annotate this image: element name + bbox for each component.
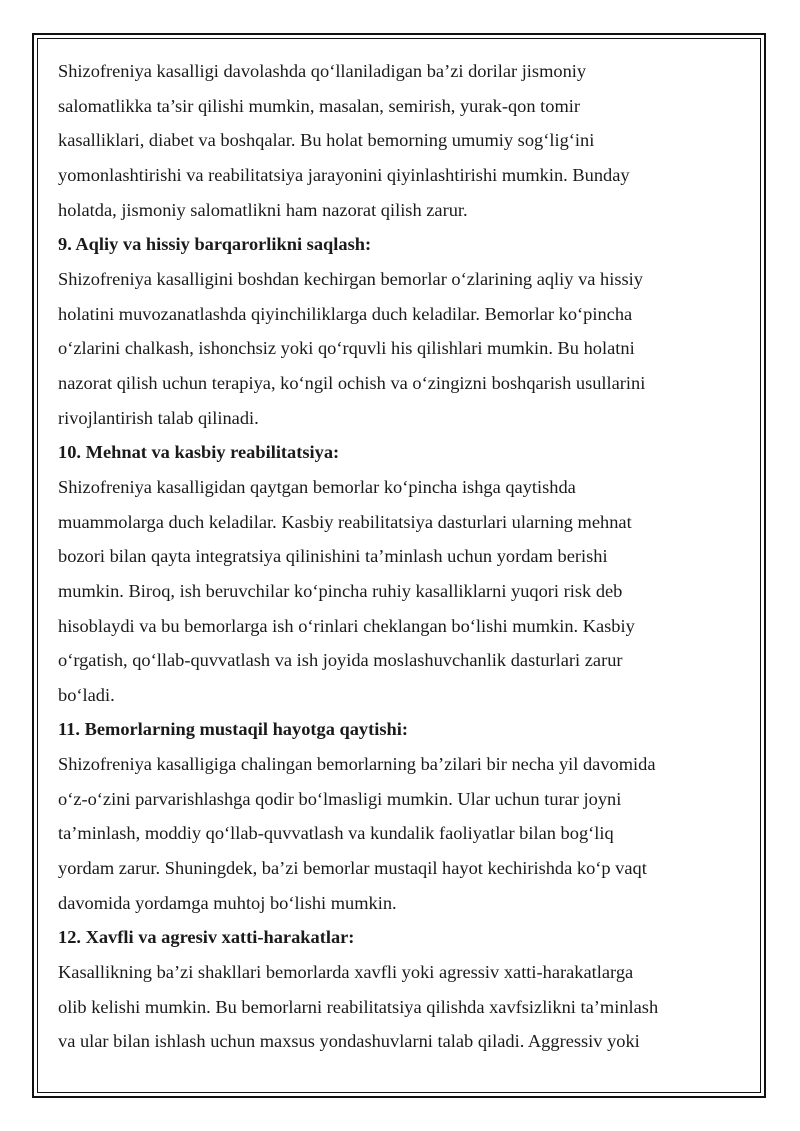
section-heading: 10. Mehnat va kasbiy reabilitatsiya: (58, 442, 340, 463)
paragraph-line: holatda, jismoniy salomatlikni ham nazorat qilish zarur. (58, 199, 468, 220)
paragraph-line: Shizofreniya kasalligiga chalingan bemorlarning ba’zilari bir necha yil davomida (58, 754, 656, 775)
paragraph-line: salomatlikka ta’sir qilishi mumkin, masalan, semirish, yurak-qon tomir (58, 95, 581, 116)
paragraph-line: Kasallikning ba’zi shakllari bemorlarda xavfli yoki agressiv xatti-harakatlarga (58, 962, 634, 983)
paragraph-line: olib kelishi mumkin. Bu bemorlarni reabilitatsiya qilishda xavfsizlikni ta’minlash (58, 996, 659, 1017)
paragraph-line: o‘rgatish, qo‘llab-quvvatlash va ish joyida moslashuvchanlik dasturlari zarur (58, 650, 623, 671)
paragraph-line: Shizofreniya kasalligi davolashda qo‘llaniladigan ba’zi dorilar jismoniy (58, 61, 587, 81)
paragraph-line: mumkin. Biroq, ish beruvchilar ko‘pincha ruhiy kasalliklarni yuqori risk deb (58, 580, 623, 601)
paragraph-line: bo‘ladi. (58, 684, 115, 705)
paragraph-line: bozori bilan qayta integratsiya qilinishini ta’minlash uchun yordam berishi (58, 546, 608, 567)
section-heading: 11. Bemorlarning mustaqil hayotga qaytishi: (58, 719, 408, 740)
paragraph-line: Shizofreniya kasalligidan qaytgan bemorlar ko‘pincha ishga qaytishda (58, 476, 576, 497)
paragraph-line: va ular bilan ishlash uchun maxsus yondashuvlarni talab qiladi. Aggressiv yoki (58, 1031, 640, 1052)
paragraph-line: Shizofreniya kasalligini boshdan kechirgan bemorlar o‘zlarining aqliy va hissiy (58, 268, 643, 289)
paragraph-line: hisoblaydi va bu bemorlarga ish o‘rinlari cheklangan bo‘lishi mumkin. Kasbiy (58, 615, 635, 636)
section-heading: 12. Xavfli va agresiv xatti-harakatlar: (58, 927, 355, 948)
paragraph-line: ta’minlash, moddiy qo‘llab-quvvatlash va kundalik faoliyatlar bilan bog‘liq (58, 823, 614, 844)
paragraph-line: o‘z-o‘zini parvarishlashga qodir bo‘lmasligi mumkin. Ular uchun turar joyni (58, 788, 622, 809)
section-heading: 9. Aqliy va hissiy barqarorlikni saqlash: (58, 234, 372, 255)
paragraph-line: muammolarga duch keladilar. Kasbiy reabilitatsiya dasturlari ularning mehnat (58, 511, 632, 532)
paragraph-line: holatini muvozanatlashda qiyinchiliklarga duch keladilar. Bemorlar ko‘pincha (58, 303, 633, 324)
paragraph-line: yomonlashtirishi va reabilitatsiya jarayonini qiyinlashtirishi mumkin. Bunday (58, 164, 630, 185)
document-body (58, 54, 748, 1059)
paragraph-line: nazorat qilish uchun terapiya, ko‘ngil ochish va o‘zingizni boshqarish usullarini (58, 372, 646, 393)
paragraph-line: rivojlantirish talab qilinadi. (58, 407, 259, 428)
paragraph-line: kasalliklari, diabet va boshqalar. Bu holat bemorning umumiy sog‘lig‘ini (58, 130, 595, 151)
paragraph-line: o‘zlarini chalkash, ishonchsiz yoki qo‘rquvli his qilishlari mumkin. Bu holatni (58, 338, 635, 359)
paragraph-line: yordam zarur. Shuningdek, ba’zi bemorlar mustaqil hayot kechirishda ko‘p vaqt (58, 858, 647, 879)
paragraph-line: davomida yordamga muhtoj bo‘lishi mumkin. (58, 892, 397, 913)
